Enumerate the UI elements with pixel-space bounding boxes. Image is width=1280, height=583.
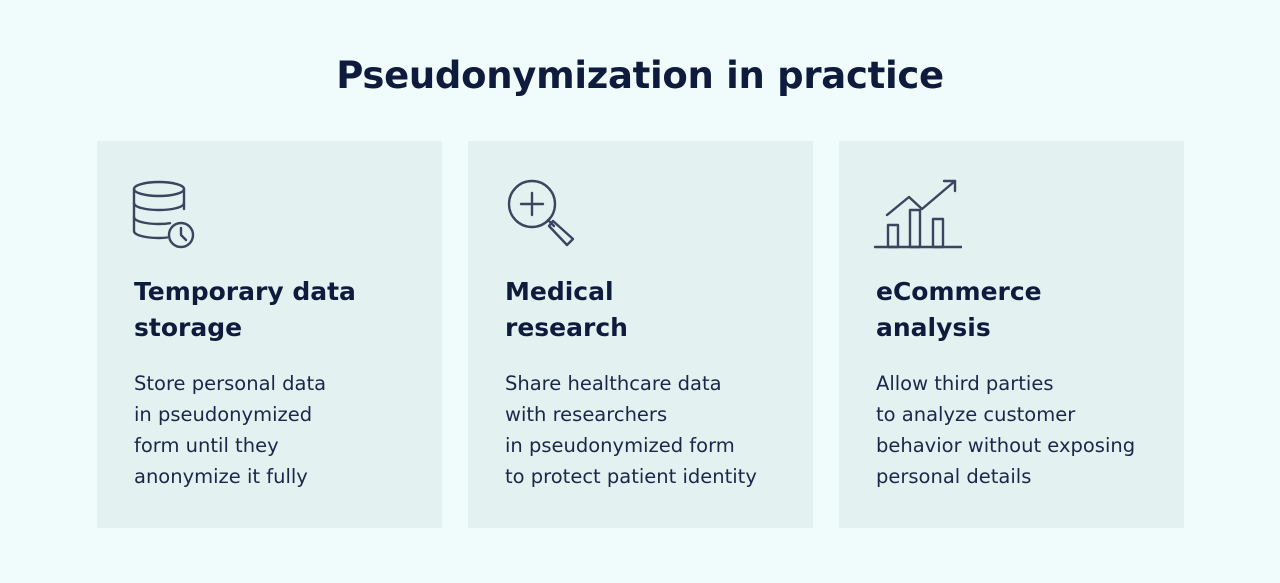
card-heading: eCommerce analysis bbox=[876, 277, 1042, 342]
card-ecommerce-analysis bbox=[839, 141, 1184, 528]
bar-chart-trend-icon bbox=[872, 179, 962, 251]
page-title: Pseudonymization in practice bbox=[336, 54, 944, 97]
magnifier-plus-icon bbox=[501, 179, 591, 251]
card-description: Allow third parties to analyze customer behavior without exposing personal details bbox=[876, 372, 1136, 488]
card-medical-research bbox=[468, 141, 813, 528]
card-temporary-data-storage bbox=[97, 141, 442, 528]
database-clock-icon bbox=[130, 179, 220, 251]
card-description: Share healthcare data with researchers in pseudonymized form to protect patient identity bbox=[505, 372, 757, 488]
card-description: Store personal data in pseudonymized form until they anonymize it fully bbox=[134, 372, 327, 488]
card-heading: Medical research bbox=[505, 277, 628, 342]
card-heading: Temporary data storage bbox=[134, 277, 356, 342]
